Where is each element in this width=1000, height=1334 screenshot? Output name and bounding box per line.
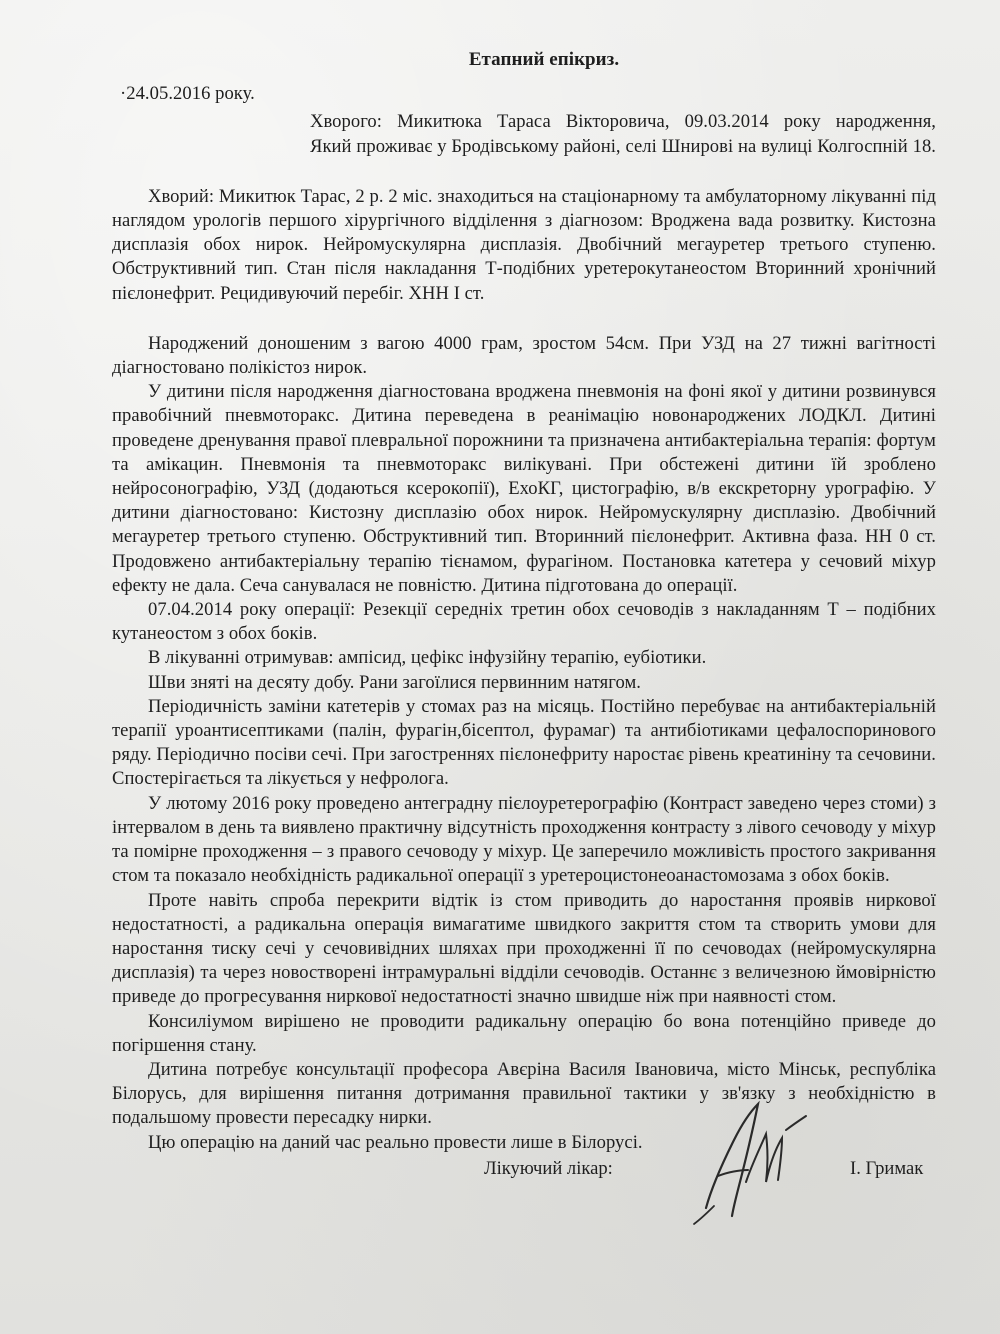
operation-paragraph: 07.04.2014 року операції: Резекції середніх третин обох сечоводів з накладанням Т – подібних кутанеостом з обох боків. xyxy=(112,599,936,645)
document-body xyxy=(112,48,936,1155)
consultation-paragraph: Дитина потребує консультації професора Авєріна Василя Івановича, місто Мінськ, республіка Білорусь, для вирішення питання дотримання правильної тактики у зв'язку з необхідністю в подальшому провести пересадку нирки. xyxy=(112,1058,936,1129)
birth-paragraph: Народжений доношеним з вагою 4000 грам, зростом 54см. При УЗД на 27 тижні вагітності діагностовано полікістоз нирок. xyxy=(112,332,936,379)
signature-label: Лікуючий лікар: xyxy=(484,1158,613,1179)
catheter-paragraph: Періодичність заміни катетерів у стомах раз на місяць. Постійно перебуває на антибактеріальній терапії уроантисептиками (палін, фурагін,бісептол, фурамаг) та антибіотиками цефалоспоринового ряду. Періодично посіви сечі. При загостреннях пієлонефриту наростає рівень креатиніну та сечовини. Спостерігається та лікується у нефролога. xyxy=(112,695,936,790)
patient-name-line: Хворого: Микитюка Тараса Вікторовича, 09.03.2014 року народження, xyxy=(310,111,936,133)
spacer xyxy=(112,159,936,185)
spacer xyxy=(112,306,936,332)
doctor-name: І. Гримак xyxy=(850,1158,924,1179)
document-title: Етапний епікриз. xyxy=(468,49,620,70)
council-decision-paragraph: Консиліумом вирішено не проводити радикальну операцію бо вона потенційно приведе до погіршення стану. xyxy=(112,1010,936,1056)
diagnosis-paragraph: Хворий: Микитюк Тарас, 2 р. 2 міс. знаходиться на стаціонарному та амбулаторному лікуванні під наглядом урологів першого хірургічного відділення з діагнозом: Вроджена вада розвитку. Кистозна дисплазія обох нирок. Нейромускулярна дисплазія. Двобічний мегауретер третього ступеню. Обструктивний тип. Стан після накладання Т-подібних уретерокутанеостом Вторинний хронічний пієлонефрит. Рецидивуючий перебіг. ХНН І ст. xyxy=(112,185,936,304)
patient-address-line: Який проживає у Бродівському районі, селі Шнирові на вулиці Колгоспній 18. xyxy=(310,135,936,157)
signature-block xyxy=(484,1152,954,1212)
healing-paragraph: Шви зняті на десяту добу. Рани загоїлися первинним натягом. xyxy=(148,671,641,693)
belarus-paragraph: Цю операцію на даний час реально провести лише в Білорусі. xyxy=(148,1131,643,1153)
pyeloureterography-paragraph: У лютому 2016 року проведено антеградну пієлоуретерографію (Контраст заведено через стоми) з інтервалом в день та виявлено практичну відсутність проходження контрасту з лівого сечоводу у міхур та помірне проходження – з правого сечоводу у міхур. Це заперечило можливість простого закривання стом та показало необхідність радикальної операції з уретероцистонеоанастомозама з обох боків. xyxy=(112,792,936,887)
treatment-paragraph: В лікуванні отримував: ампісид, цефікс інфузійну терапію, еубіотики. xyxy=(148,647,707,669)
neonatal-history-paragraph: У дитини після народження діагностована вроджена пневмонія на фоні якої у дитини розвинувся правобічний пневмоторакс. Дитина переведена в реанімацію новонароджених ЛОДКЛ. Дитині проведене дренування правої плевральної порожнини та призначена антибактеріальна терапія: фортум та амікацин. Пневмонія та пневмоторакс вилікувані. При обстежені дитини їй зроблено нейросонографію, УЗД (додаються ксерокопії), ЕхоКГ, цистографію, в/в екскреторну урографію. У дитини діагностовано: Кистозну дисплазію обох нирок. Нейромускулярну дисплазію. Двобічний мегауретер третього ступеню. Обструктивний тип. Вторинний пієлонефрит. Активна фаза. НН 0 ст. Продовжено антибактеріальну терапію тієнамом, фурагіном. Постановка катетера у сечовий міхур ефекту не дала. Сеча санувалася не повністю. Дитина підготована до операції. xyxy=(112,381,936,596)
risk-paragraph: Проте навіть спроба перекрити відтік із стом приводить до наростання проявів ниркової недостатності, а радикальна операція вимагатиме швидкого закриття стом та створить умови для наростання тиску сечі у сечовивідних шляхах при проходженні її по сечоводах (нейромускулярна дисплазія) та через новостворені інтрамуральні відділи сечоводів. Останнє з величезною ймовірністю приведе до прогресування ниркової недостатності значно швидше ніж при наявності стом. xyxy=(112,889,936,1008)
document-date: ·24.05.2016 року. xyxy=(120,83,255,105)
